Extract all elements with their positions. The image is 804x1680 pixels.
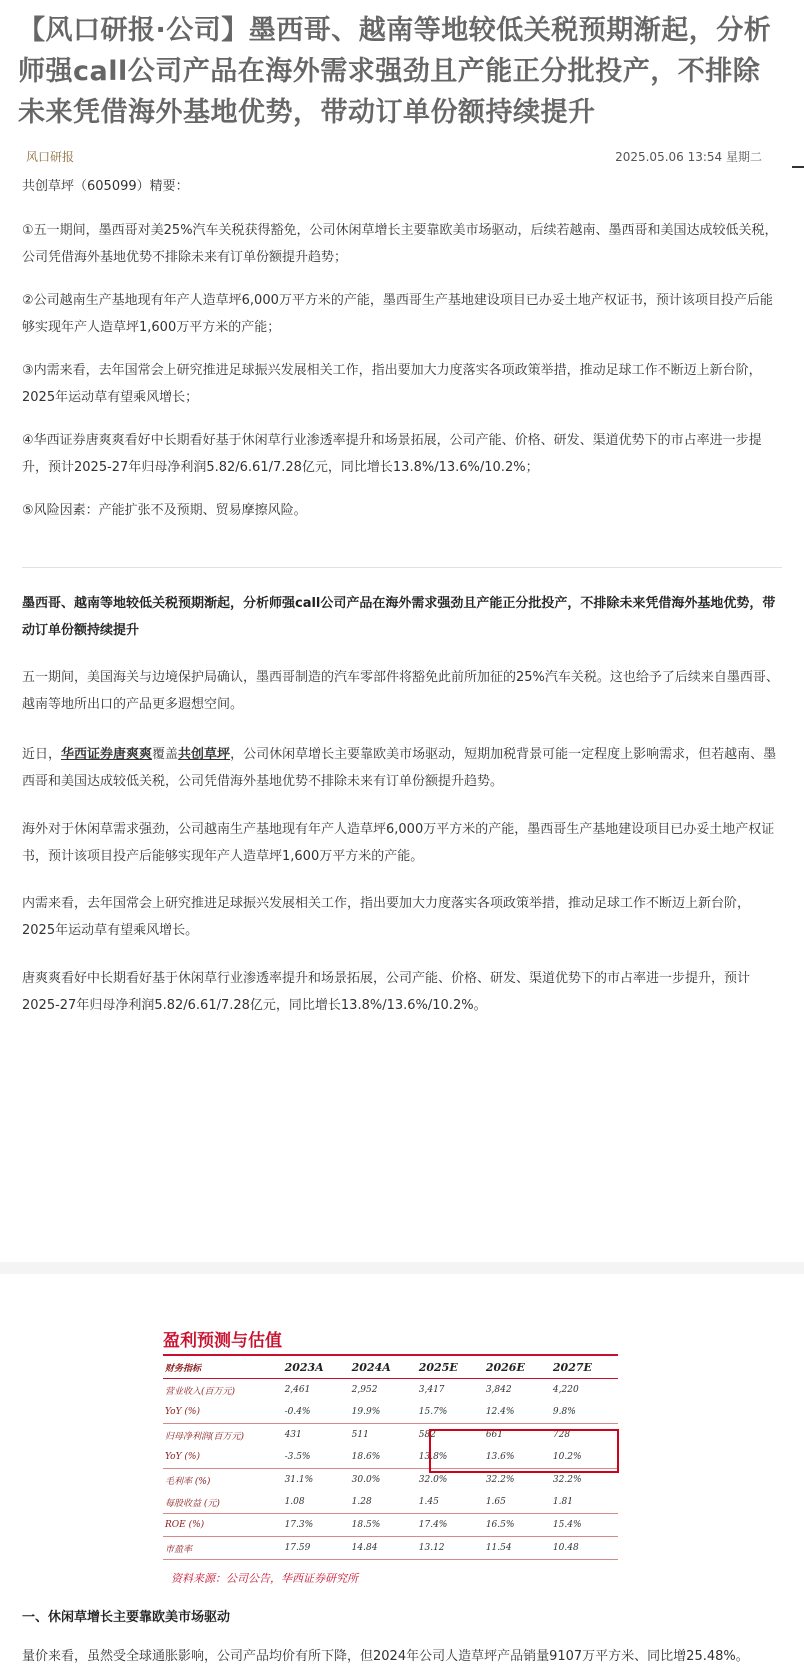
table-cell: 661	[485, 1430, 504, 1440]
table-row	[163, 1401, 618, 1424]
table-cell: 14.84	[350, 1537, 417, 1560]
body-paragraph-4: 内需来看，去年国常会上研究推进足球振兴发展相关工作，指出要加大力度落实各项政策举措，推动足球工作不断迈上新台阶，2025年运动草有望乘风增长。	[22, 896, 751, 938]
summary-point-5: ⑤风险因素：产能扩张不及预期、贸易摩擦风险。	[22, 503, 307, 518]
summary-intro: 共创草坪（605099）精要：	[22, 179, 189, 194]
table-cell: 营业收入(百万元)	[165, 1386, 236, 1397]
table-cell: -0.4%	[283, 1401, 350, 1424]
table-cell: ROE (%)	[163, 1514, 283, 1537]
table-row	[163, 1379, 618, 1402]
table-cell: 13.12	[417, 1537, 484, 1560]
table-cell: 3,417	[418, 1385, 445, 1395]
table-header-cell: 2023A	[283, 1355, 350, 1379]
table-cell: 30.0%	[351, 1475, 381, 1485]
body-paragraph-5: 唐爽爽看好中长期看好基于休闲草行业渗透率提升和场景拓展，公司产能、价格、研发、渠道优势下的市占率进一步提升，预计2025-27年归母净利润5.82/6.61/7.28亿元，同比增长13.8%/13.6%/10.2%。	[22, 971, 751, 1013]
p2-mid: 覆盖	[152, 747, 179, 762]
body-paragraph-2	[22, 741, 782, 795]
table-cell: 13.6%	[484, 1446, 551, 1469]
summary-point-2: ②公司越南生产基地现有年产人造草坪6,000万平方米的产能，墨西哥生产基地建设项目已办妥土地产权证书，预计该项目投产后能够实现年产人造草坪1,600万平方米的产能；	[22, 293, 773, 335]
table-cell: 16.5%	[484, 1514, 551, 1537]
table-cell: 19.9%	[350, 1401, 417, 1424]
edge-marker	[792, 166, 804, 168]
table-cell: 9.8%	[551, 1401, 618, 1424]
table-row	[163, 1491, 618, 1514]
table-cell: 17.3%	[283, 1514, 350, 1537]
table-cell: 12.4%	[484, 1401, 551, 1424]
body-headline: 墨西哥、越南等地较低关税预期渐起，分析师强call公司产品在海外需求强劲且产能正分批投产，不排除未来凭借海外基地优势，带动订单份额持续提升	[22, 596, 776, 638]
table-cell: 582	[418, 1430, 436, 1440]
table-cell: 2,461	[284, 1385, 311, 1395]
table-cell: 市盈率	[163, 1537, 283, 1560]
table-cell: 431	[284, 1430, 302, 1440]
table-header-cell: 2025E	[417, 1355, 484, 1379]
forecast-table-image	[163, 1326, 623, 1586]
table-cell: 每股收益 (元)	[163, 1491, 283, 1514]
table-row	[163, 1514, 618, 1537]
table-cell: 1.28	[350, 1491, 417, 1514]
table-cell: 32.2%	[552, 1475, 582, 1485]
article-datetime: 2025.05.06 13:54 星期二	[615, 150, 762, 164]
table-header-cell: 2024A	[350, 1355, 417, 1379]
table-cell: 4,220	[552, 1385, 579, 1395]
article-source[interactable]: 风口研报	[26, 150, 75, 164]
table-cell: 15.4%	[551, 1514, 618, 1537]
table-header-cell: 2026E	[484, 1355, 551, 1379]
table-cell: 11.54	[484, 1537, 551, 1560]
table-cell: 17.59	[283, 1537, 350, 1560]
table-cell: 32.0%	[418, 1475, 448, 1485]
section-heading: 一、休闲草增长主要靠欧美市场驱动	[22, 1610, 231, 1625]
table-cell: 32.2%	[485, 1475, 515, 1485]
body-paragraph-3: 海外对于休闲草需求强劲，公司越南生产基地现有年产人造草坪6,000万平方米的产能，墨西哥生产基地建设项目已办妥土地产权证书，预计该项目投产后能够实现年产人造草坪1,600万平方米的产能。	[22, 822, 775, 864]
figure-source: 资料来源：公司公告，华西证券研究所	[171, 1572, 358, 1585]
divider	[22, 567, 782, 568]
p2-post: ，公司休闲草增长主要靠欧美市场驱动，短期加税背景可能一定程度上影响需求，但若越南、墨西哥和美国达成较低关税，公司凭借海外基地优势不排除未来有订单份额提升趋势。	[22, 747, 777, 789]
table-cell: 1.81	[551, 1491, 618, 1514]
table-header-cell: 2027E	[551, 1355, 618, 1379]
table-cell: YoY (%)	[163, 1401, 283, 1424]
table-cell: 1.45	[417, 1491, 484, 1514]
table-cell: YoY (%)	[163, 1446, 283, 1469]
table-cell: 10.2%	[551, 1446, 618, 1469]
highlight-box	[429, 1429, 619, 1473]
company-link[interactable]: 共创草坪	[178, 747, 231, 762]
figure-title: 盈利预测与估值	[163, 1331, 282, 1351]
table-cell: 18.5%	[350, 1514, 417, 1537]
summary-point-4: ④华西证券唐爽爽看好中长期看好基于休闲草行业渗透率提升和场景拓展，公司产能、价格、研发、渠道优势下的市占率进一步提升，预计2025-27年归母净利润5.82/6.61/7.28亿元，同比增长13.8%/13.6%/10.2%；	[22, 433, 762, 475]
p2-pre: 近日，	[22, 747, 62, 762]
table-cell: 18.6%	[350, 1446, 417, 1469]
table-cell: 511	[351, 1430, 369, 1440]
table-row	[163, 1537, 618, 1560]
section-paragraph: 量价来看，虽然受全球通胀影响，公司产品均价有所下降，但2024年公司人造草坪产品销量9107万平方米、同比增25.48%。	[22, 1649, 749, 1664]
table-cell: 1.65	[484, 1491, 551, 1514]
table-cell: 2,952	[351, 1385, 378, 1395]
table-cell: 归母净利润(百万元)	[165, 1431, 245, 1442]
article-title: 【风口研报·公司】墨西哥、越南等地较低关税预期渐起，分析师强call公司产品在海外需求强劲且产能正分批投产，不排除未来凭借海外基地优势，带动订单份额持续提升	[18, 15, 772, 128]
summary-point-3: ③内需来看，去年国常会上研究推进足球振兴发展相关工作，指出要加大力度落实各项政策举措，推动足球工作不断迈上新台阶，2025年运动草有望乘风增长；	[22, 363, 762, 405]
table-header-cell: 财务指标	[163, 1355, 283, 1379]
section-gap	[0, 1262, 804, 1274]
table-cell: 10.48	[551, 1537, 618, 1560]
table-cell: 13.8%	[417, 1446, 484, 1469]
table-cell: 15.7%	[417, 1401, 484, 1424]
table-cell: 31.1%	[284, 1475, 314, 1485]
table-header-row	[163, 1355, 618, 1379]
table-cell: 728	[552, 1430, 571, 1440]
table-cell: 1.08	[283, 1491, 350, 1514]
table-cell: -3.5%	[283, 1446, 350, 1469]
table-cell: 毛利率 (%)	[165, 1476, 211, 1487]
table-cell: 17.4%	[417, 1514, 484, 1537]
table-cell: 3,842	[485, 1385, 512, 1395]
body-paragraph-1: 五一期间，美国海关与边境保护局确认，墨西哥制造的汽车零部件将豁免此前所加征的25%汽车关税。这也给予了后续来自墨西哥、越南等地所出口的产品更多遐想空间。	[22, 670, 779, 712]
summary-point-1: ①五一期间，墨西哥对美25%汽车关税获得豁免，公司休闲草增长主要靠欧美市场驱动，后续若越南、墨西哥和美国达成较低关税，公司凭借海外基地优势不排除未来有订单份额提升趋势；	[22, 223, 778, 265]
analyst-link[interactable]: 华西证券唐爽爽	[61, 747, 153, 762]
